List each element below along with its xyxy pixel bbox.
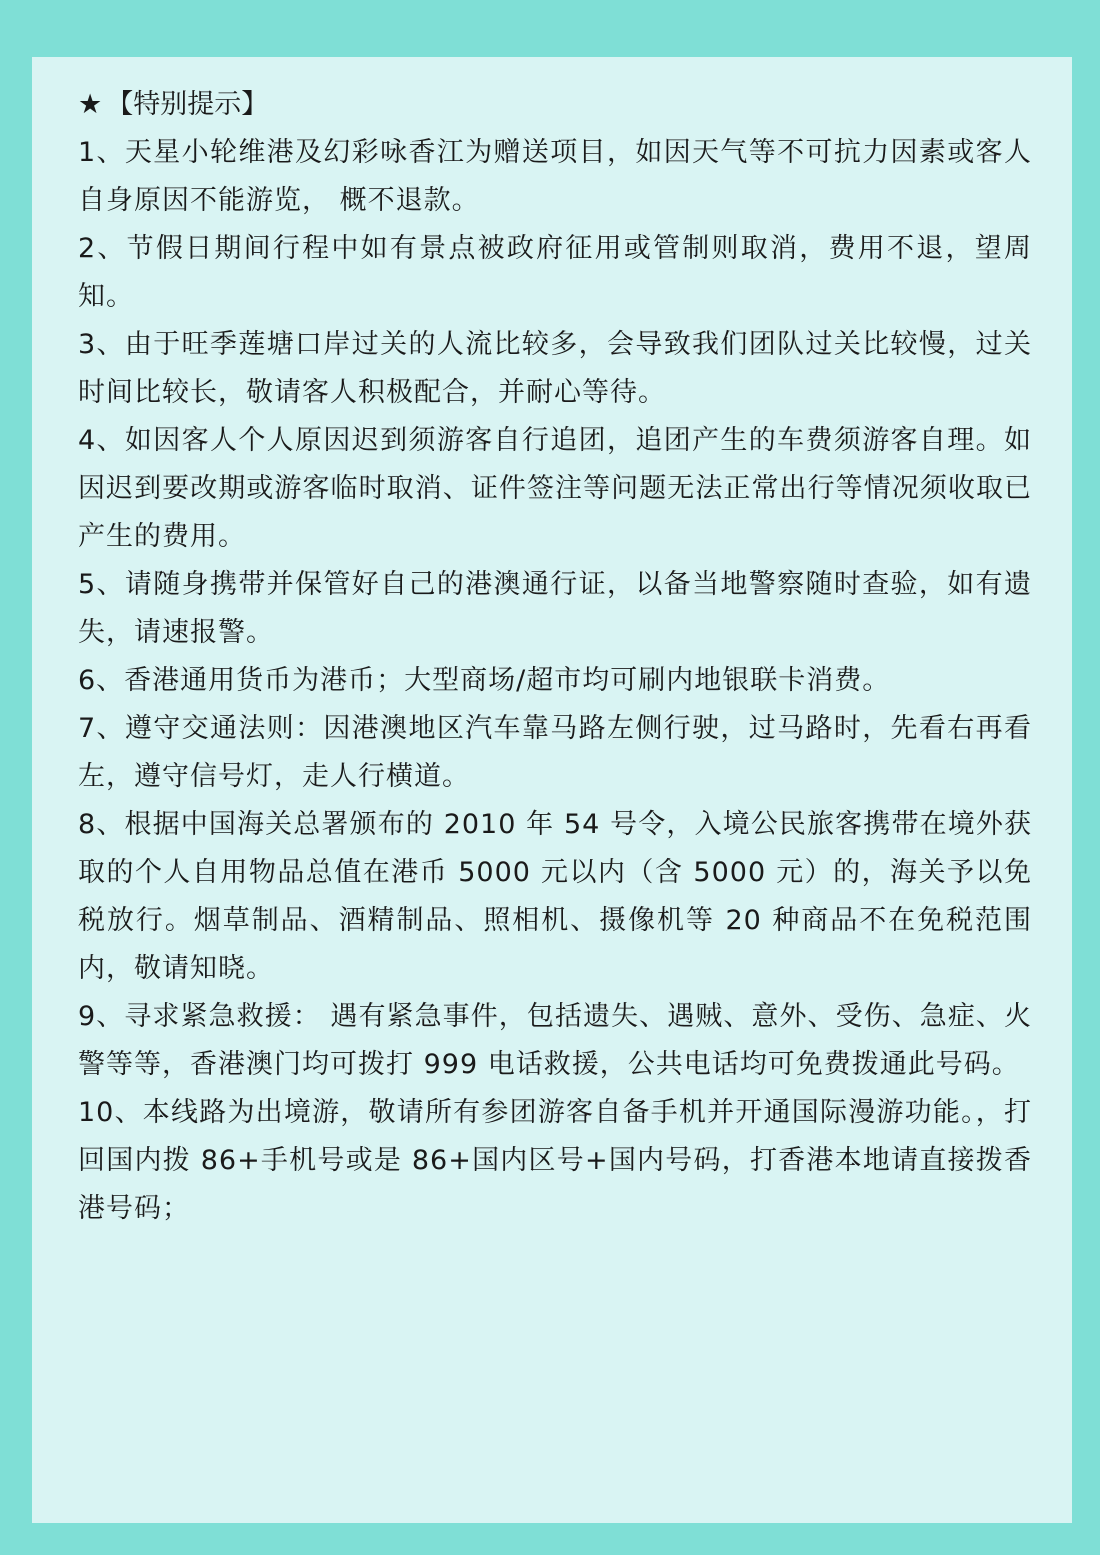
notice-item-7: 7、遵守交通法则：因港澳地区汽车靠马路左侧行驶，过马路时，先看右再看左，遵守信号灯，走人行横道。 — [78, 713, 1032, 792]
notice-item-4: 4、如因客人个人原因迟到须游客自行追团，追团产生的车费须游客自理。如因迟到要改期或游客临时取消、证件签注等问题无法正常出行等情况须收取已产生的费用。 — [78, 425, 1032, 552]
star-icon: ★ — [78, 89, 103, 120]
notice-item-1: 1、天星小轮维港及幻彩咏香江为赠送项目，如因天气等不可抗力因素或客人自身原因不能游览， 概不退款。 — [78, 137, 1032, 216]
notice-item-6: 6、香港通用货币为港币；大型商场/超市均可刷内地银联卡消费。 — [78, 665, 891, 696]
notice-item-2: 2、节假日期间行程中如有景点被政府征用或管制则取消，费用不退，望周知。 — [78, 233, 1032, 312]
notice-heading — [78, 85, 1032, 125]
notice-item-8: 8、根据中国海关总署颁布的 2010 年 54 号令，入境公民旅客携带在境外获取的个人自用物品总值在港币 5000 元以内（含 5000 元）的，海关予以免税放行。烟草制品、酒精制品、照相机、摄像机等 20 种商品不在免税范围内，敬请知晓。 — [78, 809, 1032, 984]
notice-item-5: 5、请随身携带并保管好自己的港澳通行证，以备当地警察随时查验，如有遗失，请速报警。 — [78, 569, 1032, 648]
notice-item-3: 3、由于旺季莲塘口岸过关的人流比较多，会导致我们团队过关比较慢，过关时间比较长，敬请客人积极配合，并耐心等待。 — [78, 329, 1032, 408]
notice-title: 【特别提示】 — [106, 89, 269, 120]
notice-item-9: 9、寻求紧急救援： 遇有紧急事件，包括遗失、遇贼、意外、受伤、急症、火警等等，香港澳门均可拨打 999 电话救援，公共电话均可免费拨通此号码。 — [78, 1001, 1032, 1080]
notice-item-10: 10、本线路为出境游，敬请所有参团游客自备手机并开通国际漫游功能。，打回国内拨 86+手机号或是 86+国内区号+国内号码，打香港本地请直接拨香港号码； — [78, 1097, 1032, 1224]
notice-panel — [32, 57, 1072, 1523]
